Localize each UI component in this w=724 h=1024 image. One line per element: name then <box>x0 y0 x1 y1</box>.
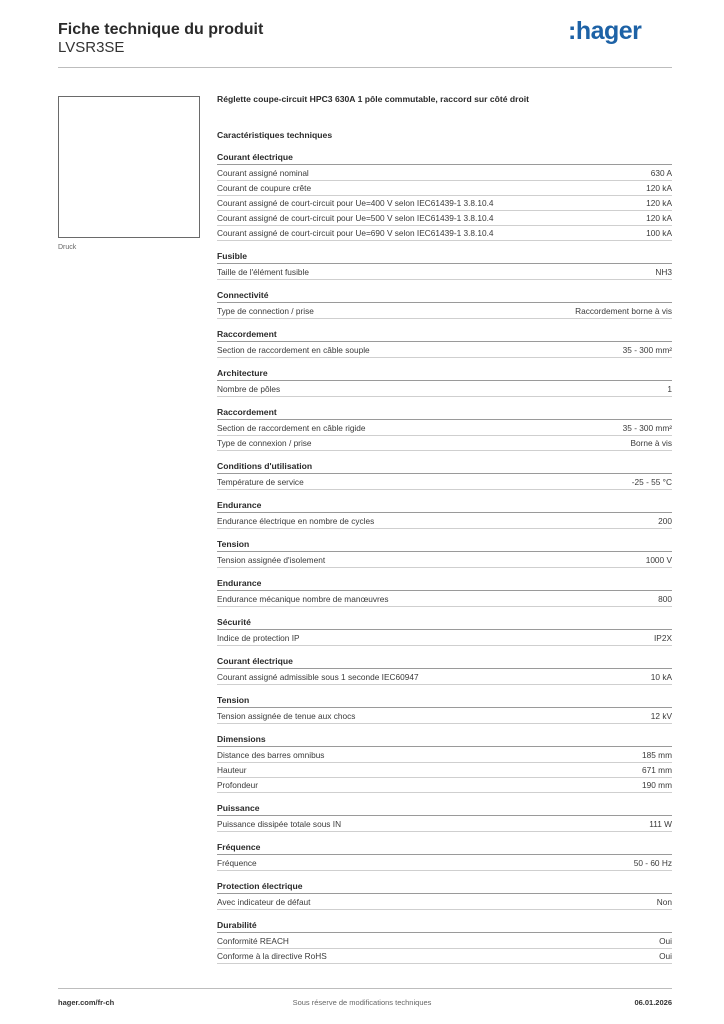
specs-title: Caractéristiques techniques <box>217 130 333 140</box>
image-caption: Druck <box>58 244 77 251</box>
spec-section <box>217 841 672 871</box>
spec-section <box>217 538 672 568</box>
spec-value: -25 - 55 °C <box>631 477 672 487</box>
spec-label: Conformité REACH <box>217 936 289 946</box>
spec-row <box>217 553 672 568</box>
spec-value: 800 <box>658 594 672 604</box>
spec-value: 120 kA <box>646 198 672 208</box>
spec-label: Distance des barres omnibus <box>217 750 325 760</box>
spec-row <box>217 211 672 226</box>
spec-value: 111 W <box>649 819 672 829</box>
spec-label: Section de raccordement en câble rigide <box>217 423 366 433</box>
spec-row <box>217 778 672 793</box>
spec-section <box>217 577 672 607</box>
spec-row <box>217 196 672 211</box>
spec-value: 50 - 60 Hz <box>633 858 672 868</box>
spec-section <box>217 733 672 793</box>
spec-row <box>217 265 672 280</box>
spec-sections <box>217 151 672 964</box>
spec-row <box>217 895 672 910</box>
section-heading: Raccordement <box>217 406 672 420</box>
spec-label: Type de connexion / prise <box>217 438 312 448</box>
section-heading: Sécurité <box>217 616 672 630</box>
spec-row <box>217 817 672 832</box>
footer-divider <box>58 988 672 989</box>
spec-section <box>217 250 672 280</box>
spec-value: 120 kA <box>646 183 672 193</box>
spec-label: Conforme à la directive RoHS <box>217 951 327 961</box>
hager-logo: :hager <box>568 17 642 45</box>
section-heading: Courant électrique <box>217 655 672 669</box>
spec-row <box>217 631 672 646</box>
spec-value: 671 mm <box>642 765 672 775</box>
section-heading: Connectivité <box>217 289 672 303</box>
section-heading: Durabilité <box>217 919 672 933</box>
section-heading: Tension <box>217 538 672 552</box>
spec-label: Avec indicateur de défaut <box>217 897 311 907</box>
spec-section <box>217 367 672 397</box>
spec-value: NH3 <box>655 267 672 277</box>
spec-label: Hauteur <box>217 765 247 775</box>
spec-row <box>217 934 672 949</box>
spec-row <box>217 670 672 685</box>
spec-value: Borne à vis <box>630 438 672 448</box>
spec-section <box>217 655 672 685</box>
spec-label: Endurance mécanique nombre de manœuvres <box>217 594 389 604</box>
spec-section <box>217 328 672 358</box>
product-image-placeholder <box>58 96 200 238</box>
spec-row <box>217 949 672 964</box>
spec-row <box>217 166 672 181</box>
spec-row <box>217 421 672 436</box>
section-heading: Conditions d'utilisation <box>217 460 672 474</box>
spec-row <box>217 592 672 607</box>
section-heading: Tension <box>217 694 672 708</box>
spec-label: Profondeur <box>217 780 259 790</box>
spec-value: 35 - 300 mm² <box>622 345 672 355</box>
spec-value: Oui <box>659 936 672 946</box>
header-divider <box>58 67 672 68</box>
spec-row <box>217 763 672 778</box>
section-heading: Puissance <box>217 802 672 816</box>
footer-notice: Sous réserve de modifications techniques <box>292 998 432 1007</box>
page-title: Fiche technique du produit <box>58 21 264 38</box>
footer-website: hager.com/fr-ch <box>58 998 115 1007</box>
spec-row <box>217 748 672 763</box>
spec-row <box>217 514 672 529</box>
spec-value: Raccordement borne à vis <box>575 306 672 316</box>
footer-date: 06.01.2026 <box>634 998 672 1007</box>
section-heading: Architecture <box>217 367 672 381</box>
spec-row <box>217 343 672 358</box>
spec-row <box>217 856 672 871</box>
spec-label: Indice de protection IP <box>217 633 300 643</box>
section-heading: Courant électrique <box>217 151 672 165</box>
spec-label: Courant de coupure crête <box>217 183 312 193</box>
spec-label: Nombre de pôles <box>217 384 281 394</box>
spec-label: Section de raccordement en câble souple <box>217 345 370 355</box>
spec-value: 1000 V <box>645 555 672 565</box>
spec-value: 630 A <box>650 168 672 178</box>
spec-section <box>217 880 672 910</box>
section-heading: Raccordement <box>217 328 672 342</box>
spec-section <box>217 694 672 724</box>
spec-label: Type de connection / prise <box>217 306 314 316</box>
spec-section <box>217 919 672 964</box>
spec-label: Courant assigné nominal <box>217 168 309 178</box>
spec-row <box>217 382 672 397</box>
spec-label: Courant assigné de court-circuit pour Ue=500 V selon IEC61439-1 3.8.10.4 <box>217 213 494 223</box>
section-heading: Endurance <box>217 577 672 591</box>
spec-row <box>217 475 672 490</box>
product-title: Réglette coupe-circuit HPC3 630A 1 pôle commutable, raccord sur côté droit <box>217 94 530 104</box>
section-heading: Fréquence <box>217 841 672 855</box>
spec-value: 200 <box>658 516 672 526</box>
spec-value: 190 mm <box>642 780 672 790</box>
spec-value: 185 mm <box>642 750 672 760</box>
spec-value: 12 kV <box>650 711 672 721</box>
section-heading: Protection électrique <box>217 880 672 894</box>
spec-value: IP2X <box>654 633 672 643</box>
spec-label: Taille de l'élément fusible <box>217 267 309 277</box>
spec-section <box>217 289 672 319</box>
spec-value: 10 kA <box>650 672 672 682</box>
spec-label: Endurance électrique en nombre de cycles <box>217 516 375 526</box>
spec-label: Température de service <box>217 477 304 487</box>
spec-section <box>217 406 672 451</box>
spec-value: 1 <box>667 384 672 394</box>
spec-value: Oui <box>659 951 672 961</box>
spec-label: Tension assignée de tenue aux chocs <box>217 711 356 721</box>
section-heading: Fusible <box>217 250 672 264</box>
spec-label: Courant assigné de court-circuit pour Ue=400 V selon IEC61439-1 3.8.10.4 <box>217 198 494 208</box>
spec-value: Non <box>656 897 672 907</box>
spec-label: Puissance dissipée totale sous IN <box>217 819 342 829</box>
spec-label: Courant assigné admissible sous 1 seconde IEC60947 <box>217 672 419 682</box>
product-reference: LVSR3SE <box>58 39 125 56</box>
spec-label: Fréquence <box>217 858 257 868</box>
section-heading: Dimensions <box>217 733 672 747</box>
spec-row <box>217 226 672 241</box>
spec-section <box>217 499 672 529</box>
spec-row <box>217 709 672 724</box>
spec-section <box>217 802 672 832</box>
spec-content <box>217 92 672 964</box>
spec-section <box>217 616 672 646</box>
spec-section <box>217 151 672 241</box>
spec-label: Courant assigné de court-circuit pour Ue=690 V selon IEC61439-1 3.8.10.4 <box>217 228 494 238</box>
spec-value: 35 - 300 mm² <box>622 423 672 433</box>
section-heading: Endurance <box>217 499 672 513</box>
spec-row <box>217 304 672 319</box>
spec-row <box>217 181 672 196</box>
spec-value: 100 kA <box>646 228 672 238</box>
spec-row <box>217 436 672 451</box>
spec-section <box>217 460 672 490</box>
spec-value: 120 kA <box>646 213 672 223</box>
spec-label: Tension assignée d'isolement <box>217 555 326 565</box>
